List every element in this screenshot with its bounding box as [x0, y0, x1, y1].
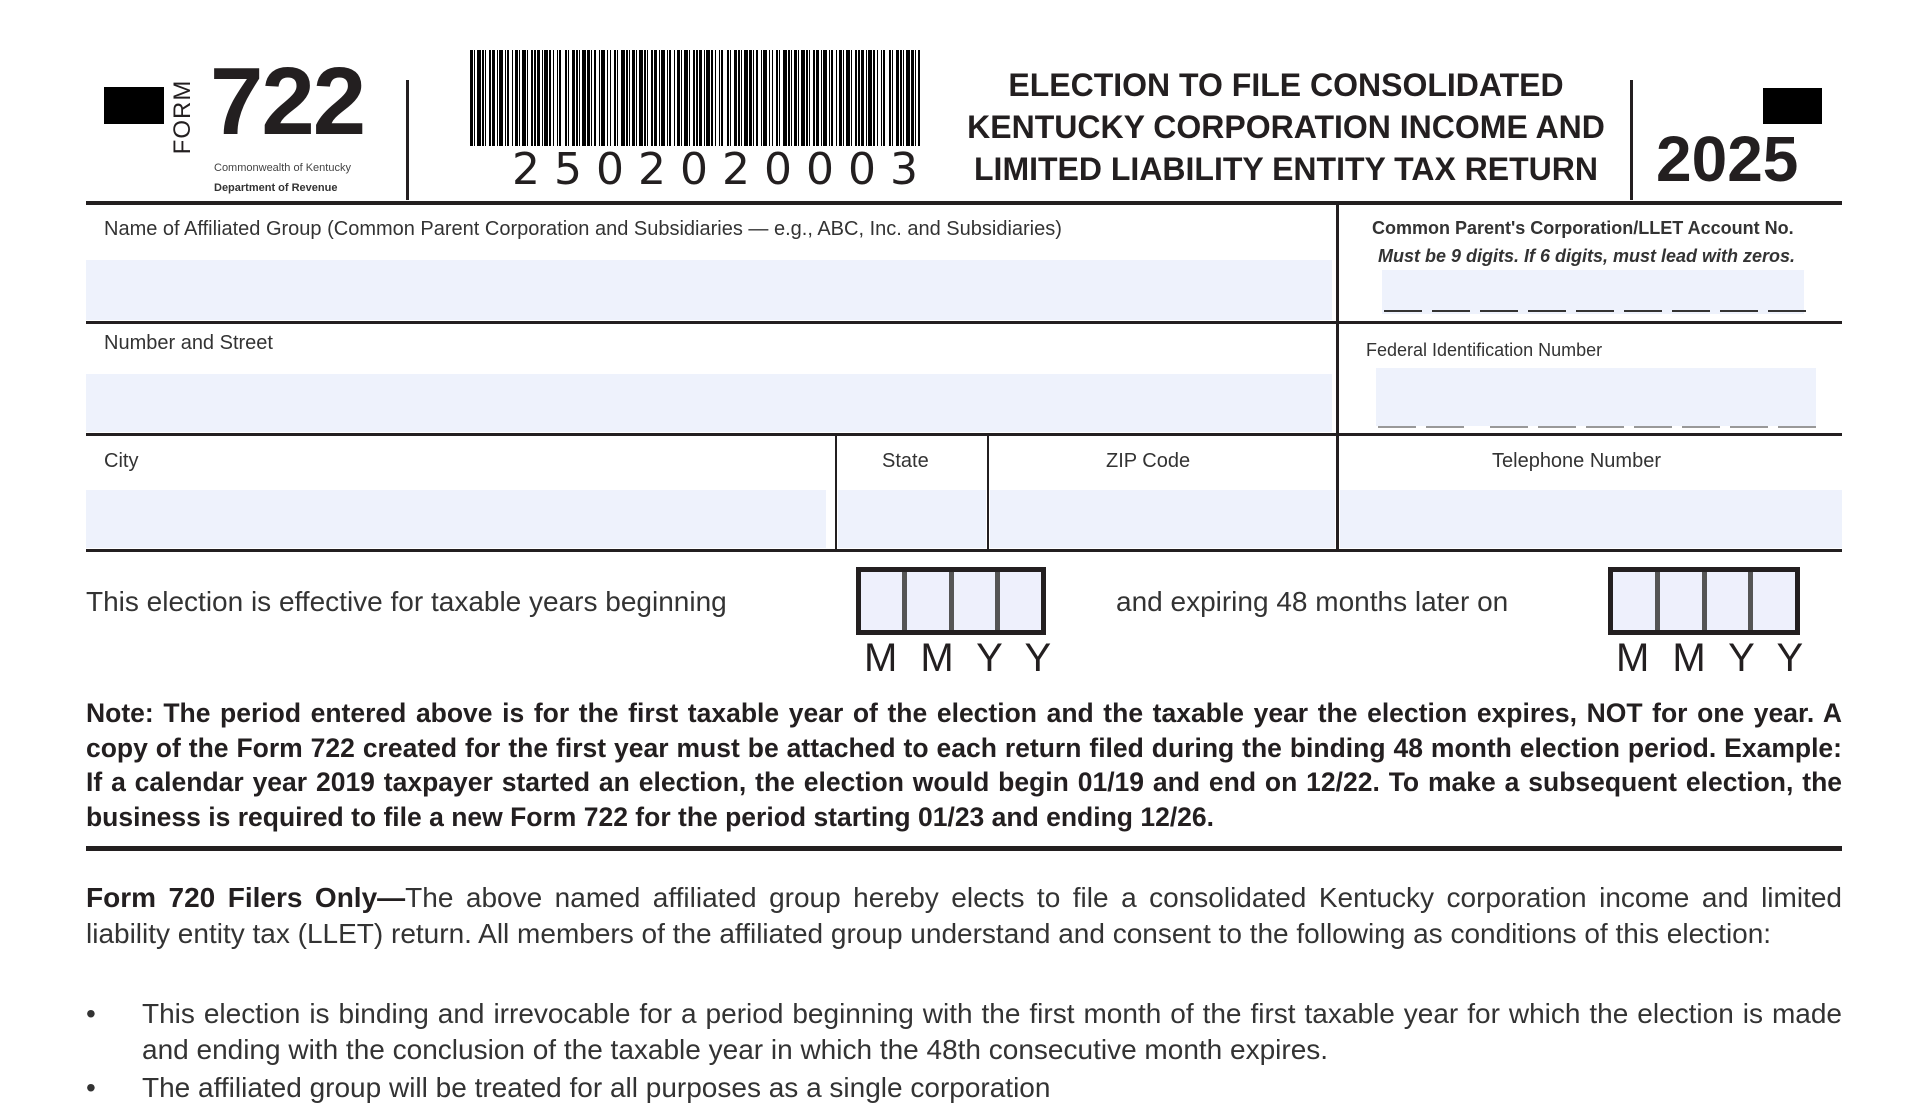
expire-date-input[interactable]	[1608, 567, 1800, 635]
form720-text: The above named affiliated group hereby elects to file a consolidated Kentucky corporation income and limited liability entity tax (LLET) return. All members of the affiliated group understand and consent to the following as conditions of this election:	[86, 882, 1842, 949]
city-label: City	[104, 450, 139, 472]
city-input[interactable]	[86, 490, 826, 548]
form-title	[946, 64, 1626, 190]
agency-name: Commonwealth of Kentucky	[214, 162, 351, 174]
account-number-digit-slots	[1384, 310, 1806, 312]
rule-row2	[86, 433, 1842, 436]
column-divider-state-right	[987, 435, 989, 550]
header-divider-left	[406, 80, 409, 200]
street-label: Number and Street	[104, 332, 273, 354]
state-input[interactable]	[838, 490, 986, 548]
account-number-input[interactable]	[1382, 270, 1804, 314]
account-number-note: Must be 9 digits. If 6 digits, must lead with zeros.	[1378, 246, 1796, 266]
zip-input[interactable]	[990, 490, 1335, 548]
barcode-number: 2502020003	[512, 144, 932, 195]
telephone-input[interactable]	[1340, 490, 1842, 548]
begin-month-2[interactable]	[907, 572, 953, 630]
rule-row3	[86, 549, 1842, 552]
street-input[interactable]	[86, 374, 1332, 432]
bullet-icon: •	[86, 1072, 96, 1103]
expire-month-1[interactable]	[1613, 572, 1660, 630]
header-divider-right	[1630, 80, 1633, 200]
bullet-icon: •	[86, 998, 96, 1029]
expire-year-1[interactable]	[1707, 572, 1754, 630]
tax-year: 2025	[1656, 123, 1799, 195]
registration-mark-right	[1763, 88, 1822, 124]
state-label: State	[882, 450, 929, 472]
form720-heading: Form 720 Filers Only—	[86, 882, 406, 913]
column-divider-main	[1336, 204, 1339, 550]
title-line-1: ELECTION TO FILE CONSOLIDATED	[1008, 67, 1564, 103]
title-line-3: LIMITED LIABILITY ENTITY TAX RETURN	[974, 151, 1598, 187]
expire-month-2[interactable]	[1660, 572, 1707, 630]
affiliated-group-input[interactable]	[86, 260, 1332, 320]
zip-label: ZIP Code	[1106, 450, 1191, 472]
form-number: 722	[210, 48, 365, 155]
barcode	[470, 50, 926, 146]
department-name: Department of Revenue	[214, 182, 338, 194]
fein-digit-slots	[1378, 426, 1816, 428]
expire-year-2[interactable]	[1753, 572, 1795, 630]
telephone-label: Telephone Number	[1492, 450, 1661, 472]
election-note: Note: The period entered above is for the first taxable year of the election and the taxable year the election expires, NOT for one year. A copy of the Form 722 created for the first year must be attached to each return filed during the binding 48 month election period. Example: If a calendar year 2019 taxpayer started an election, the election would begin 01/19 and end on 12/22. To make a subsequent election, the business is required to file a new Form 722 for the period starting 01/23 and ending 12/26.	[86, 698, 1842, 832]
registration-mark-left	[104, 87, 164, 124]
rule-top	[86, 201, 1842, 205]
rule-note	[86, 846, 1842, 851]
title-line-2: KENTUCKY CORPORATION INCOME AND	[967, 109, 1605, 145]
begin-date-input[interactable]	[856, 567, 1046, 635]
form-label: FORM	[169, 79, 196, 155]
account-number-label: Common Parent's Corporation/LLET Account No.	[1372, 218, 1794, 238]
form720-paragraph	[86, 880, 1842, 951]
begin-date-format: M M Y Y	[864, 636, 1058, 680]
fein-input[interactable]	[1376, 368, 1816, 426]
begin-month-1[interactable]	[861, 572, 907, 630]
election-expire-text: and expiring 48 months later on	[1116, 586, 1509, 617]
begin-year-1[interactable]	[954, 572, 1000, 630]
affiliated-group-label: Name of Affiliated Group (Common Parent Corporation and Subsidiaries — e.g., ABC, Inc. and Subsidiaries)	[104, 218, 1062, 240]
expire-date-format: M M Y Y	[1616, 636, 1810, 680]
column-divider-state-left	[835, 435, 837, 550]
fein-label: Federal Identification Number	[1366, 340, 1603, 360]
begin-year-2[interactable]	[1000, 572, 1041, 630]
election-begin-text: This election is effective for taxable years beginning	[86, 586, 727, 617]
rule-row1	[86, 321, 1842, 324]
